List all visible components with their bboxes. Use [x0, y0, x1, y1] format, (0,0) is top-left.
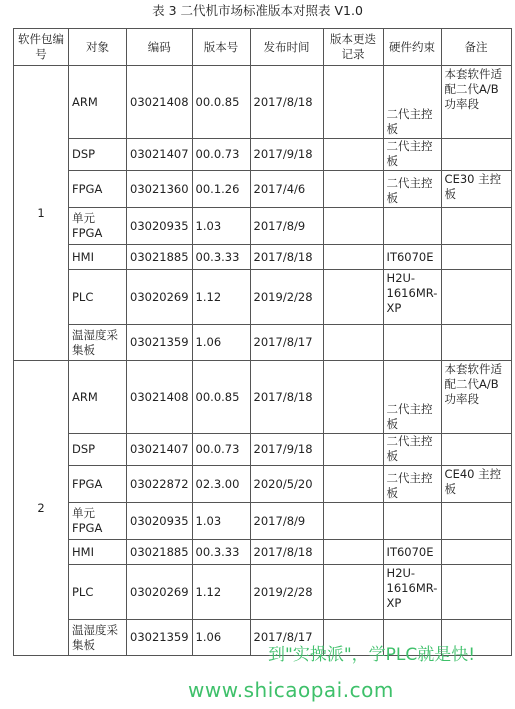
- cell-hardware: 二代主控板: [383, 139, 441, 171]
- cell-history: [323, 325, 383, 361]
- cell-note: CE30 主控板: [441, 171, 511, 208]
- watermark-slogan: 到"实操派"，学PLC就是快!: [268, 645, 476, 665]
- cell-version: 1.03: [192, 208, 250, 245]
- cell-version: 1.06: [192, 620, 250, 656]
- header-history: 版本更迭记录: [323, 29, 383, 66]
- cell-note: [441, 245, 511, 270]
- cell-version: 00.0.85: [192, 66, 250, 139]
- cell-release-date: 2017/8/9: [250, 208, 323, 245]
- cell-release-date: 2017/8/18: [250, 361, 323, 434]
- cell-code: 03021407: [127, 139, 193, 171]
- cell-note: [441, 208, 511, 245]
- cell-object: FPGA: [69, 171, 127, 208]
- header-object: 对象: [69, 29, 127, 66]
- cell-history: [323, 171, 383, 208]
- table-row: [14, 565, 512, 620]
- cell-release-date: 2020/5/20: [250, 466, 323, 503]
- cell-code: 03022872: [127, 466, 193, 503]
- cell-hardware: 二代主控板: [383, 361, 441, 434]
- cell-object: DSP: [69, 139, 127, 171]
- cell-object: ARM: [69, 66, 127, 139]
- cell-object: HMI: [69, 245, 127, 270]
- header-code: 编码: [127, 29, 193, 66]
- cell-object: 温湿度采集板: [69, 325, 127, 361]
- cell-object: PLC: [69, 270, 127, 325]
- header-package-no: 软件包编号: [14, 29, 69, 66]
- cell-code: 03021885: [127, 540, 193, 565]
- cell-code: 03021408: [127, 361, 193, 434]
- cell-release-date: 2017/8/17: [250, 325, 323, 361]
- cell-version: 1.06: [192, 325, 250, 361]
- table-row: [14, 245, 512, 270]
- header-row: [14, 29, 512, 66]
- cell-hardware: [383, 503, 441, 540]
- cell-package-no: 1: [14, 66, 69, 361]
- watermark-url: www.shicaopai.com: [188, 678, 394, 702]
- cell-history: [323, 139, 383, 171]
- header-hardware: 硬件约束: [383, 29, 441, 66]
- cell-note: [441, 139, 511, 171]
- version-table: [13, 28, 512, 656]
- cell-note: [441, 540, 511, 565]
- cell-release-date: 2017/9/18: [250, 434, 323, 466]
- cell-release-date: 2017/8/17: [250, 620, 323, 656]
- table-row: [14, 466, 512, 503]
- cell-note: [441, 325, 511, 361]
- cell-release-date: 2017/4/6: [250, 171, 323, 208]
- cell-release-date: 2019/2/28: [250, 270, 323, 325]
- cell-hardware: H2U-1616MR-XP: [383, 270, 441, 325]
- cell-note: [441, 434, 511, 466]
- header-version: 版本号: [192, 29, 250, 66]
- table-row: [14, 208, 512, 245]
- cell-history: [323, 466, 383, 503]
- cell-code: 03021359: [127, 325, 193, 361]
- cell-release-date: 2017/8/18: [250, 66, 323, 139]
- header-release-date: 发布时间: [250, 29, 323, 66]
- cell-history: [323, 540, 383, 565]
- cell-hardware: 二代主控板: [383, 466, 441, 503]
- cell-object: DSP: [69, 434, 127, 466]
- cell-version: 00.0.73: [192, 434, 250, 466]
- table-row: [14, 540, 512, 565]
- cell-code: 03021359: [127, 620, 193, 656]
- cell-hardware: [383, 208, 441, 245]
- cell-code: 03021407: [127, 434, 193, 466]
- cell-code: 03020269: [127, 270, 193, 325]
- cell-hardware: [383, 325, 441, 361]
- cell-note: 本套软件适配二代A/B 功率段: [441, 361, 511, 434]
- cell-object: ARM: [69, 361, 127, 434]
- cell-history: [323, 66, 383, 139]
- table-row: [14, 434, 512, 466]
- cell-hardware: H2U-1616MR-XP: [383, 565, 441, 620]
- cell-history: [323, 503, 383, 540]
- cell-hardware: 二代主控板: [383, 434, 441, 466]
- cell-hardware: IT6070E: [383, 540, 441, 565]
- cell-release-date: 2019/2/28: [250, 565, 323, 620]
- cell-version: 00.1.26: [192, 171, 250, 208]
- cell-note: [441, 270, 511, 325]
- cell-note: 本套软件适配二代A/B 功率段: [441, 66, 511, 139]
- cell-history: [323, 565, 383, 620]
- table-row: [14, 66, 512, 139]
- cell-history: [323, 208, 383, 245]
- table-row: [14, 270, 512, 325]
- cell-version: 00.3.33: [192, 540, 250, 565]
- cell-code: 03020935: [127, 208, 193, 245]
- cell-history: [323, 361, 383, 434]
- cell-hardware: 二代主控板: [383, 66, 441, 139]
- table-row: [14, 139, 512, 171]
- table-row: [14, 503, 512, 540]
- cell-code: 03020269: [127, 565, 193, 620]
- cell-object: HMI: [69, 540, 127, 565]
- cell-object: FPGA: [69, 466, 127, 503]
- cell-release-date: 2017/9/18: [250, 139, 323, 171]
- cell-hardware: 二代主控板: [383, 171, 441, 208]
- cell-package-no: 2: [14, 361, 69, 656]
- cell-code: 03021885: [127, 245, 193, 270]
- cell-release-date: 2017/8/18: [250, 245, 323, 270]
- cell-note: [441, 565, 511, 620]
- cell-version: 1.03: [192, 503, 250, 540]
- table-row: [14, 361, 512, 434]
- cell-object: 单元FPGA: [69, 208, 127, 245]
- cell-hardware: IT6070E: [383, 245, 441, 270]
- cell-history: [323, 270, 383, 325]
- cell-version: 02.3.00: [192, 466, 250, 503]
- cell-note: [441, 503, 511, 540]
- cell-object: PLC: [69, 565, 127, 620]
- cell-code: 03021408: [127, 66, 193, 139]
- table-row: [14, 171, 512, 208]
- table-title: 表 3 二代机市场标准版本对照表 V1.0: [152, 3, 363, 18]
- cell-object: 单元FPGA: [69, 503, 127, 540]
- cell-version: 1.12: [192, 270, 250, 325]
- cell-object: 温湿度采集板: [69, 620, 127, 656]
- cell-history: [323, 434, 383, 466]
- cell-version: 00.0.73: [192, 139, 250, 171]
- cell-note: CE40 主控板: [441, 466, 511, 503]
- header-note: 备注: [441, 29, 511, 66]
- cell-version: 1.12: [192, 565, 250, 620]
- cell-release-date: 2017/8/18: [250, 540, 323, 565]
- cell-code: 03021360: [127, 171, 193, 208]
- cell-code: 03020935: [127, 503, 193, 540]
- table-row: [14, 325, 512, 361]
- cell-version: 00.0.85: [192, 361, 250, 434]
- cell-release-date: 2017/8/9: [250, 503, 323, 540]
- cell-version: 00.3.33: [192, 245, 250, 270]
- cell-history: [323, 245, 383, 270]
